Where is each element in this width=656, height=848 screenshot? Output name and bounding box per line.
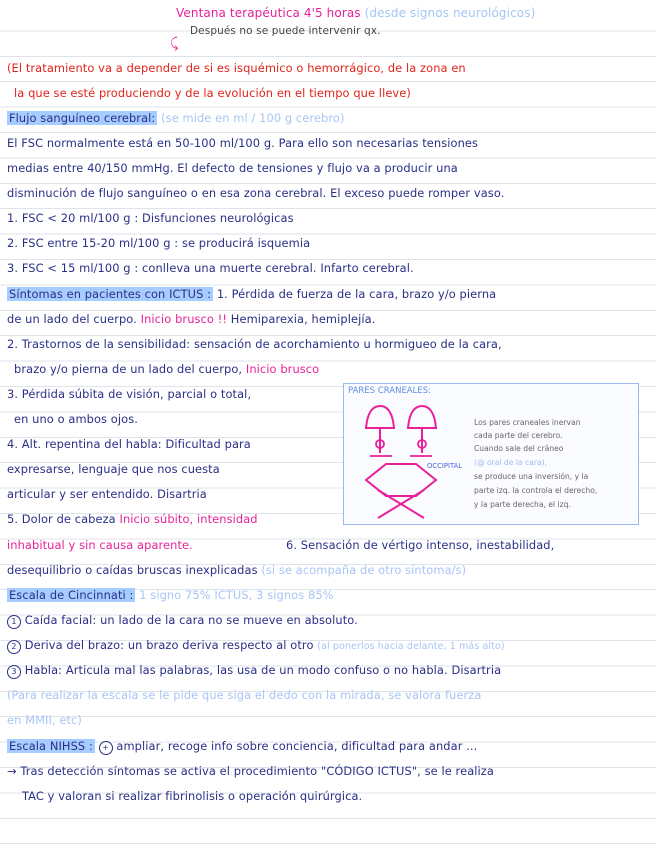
cincinnati-note-1: (Para realizar la escala se le pide que siga el dedo con la mirada, se valora fuerza [7,688,482,702]
diagram-title: PARES CRANEALES: [348,386,431,396]
sintomas-line-12: desequilibrio o caídas bruscas inexplicadas (si se acompaña de otro síntoma/s) [7,563,467,577]
curved-arrow-icon: ⤹ [170,36,179,52]
flujo-p1: El FSC normalmente está en 50-100 ml/100 g. Para ello son necesarias tensiones [7,136,479,150]
sintomas-line-9: articular y ser entendido. Disartria [7,487,207,501]
occipital-label: OCCIPITAL [427,462,463,470]
diagram-line-3: Cuando sale del cráneo [474,444,564,453]
circled-3-icon: 3 [7,665,21,679]
sintomas-heading: Síntomas en pacientes con ICTUS : [9,287,212,301]
flujo-note: (se mide en ml / 100 g cerebro) [161,111,345,125]
cincinnati-note-2: en MMII, etc) [7,713,82,727]
intro-line-1: (El tratamiento va a depender de si es isquémico o hemorrágico, de la zona en [7,61,466,75]
cincinnati-heading: Escala de Cincinnati : [9,588,134,602]
circled-2-icon: 2 [7,640,21,654]
cincinnati-heading-line: Escala de Cincinnati : 1 signo 75% ICTUS, 3 signos 85% [9,588,334,602]
diagram-line-2: cada parte del cerebro. [474,431,563,440]
sintomas-line-2: de un lado del cuerpo. Inicio brusco !! Hemiparexia, hemiplejía. [7,312,376,326]
title-note: (desde signos neurológicos) [364,6,536,20]
cranial-nerves-diagram [343,383,639,525]
sintomas-line-5: 3. Pérdida súbita de visión, parcial o total, [7,387,252,401]
sintomas-line-10: 5. Dolor de cabeza Inicio súbito, intensidad [7,512,258,526]
flujo-p2: medias entre 40/150 mmHg. El defecto de tensiones y flujo va a producir una [7,161,458,175]
sintomas-line-3: 2. Trastornos de la sensibilidad: sensación de acorchamiento u hormigueo de la cara, [7,337,502,351]
diagram-line-5: se produce una inversión, y la [474,472,589,481]
sintomas-line-11: inhabitual y sin causa aparente. [7,538,193,552]
flujo-heading: Flujo sanguíneo cerebral: (se mide en ml / 100 g cerebro) [9,111,345,125]
diagram-line-4: (@ oral de la cara), [474,458,547,467]
sintomas-line-6: en uno o ambos ojos. [14,412,138,426]
footer-line-2: TAC y valoran si realizar fibrinolisis o operación quirúrgica. [22,789,363,803]
sintomas-line-11b: 6. Sensación de vértigo intenso, inestabilidad, [286,538,555,552]
sintomas-line-7: 4. Alt. repentina del habla: Dificultad para [7,437,251,451]
flujo-item-2: 2. FSC entre 15-20 ml/100 g : se producirá isquemia [7,236,311,250]
sintomas-line-1: Síntomas en pacientes con ICTUS : 1. Pérdida de fuerza de la cara, brazo y/o pierna [9,287,497,301]
flujo-item-3: 3. FSC < 15 ml/100 g : conlleva una muerte cerebral. Infarto cerebral. [7,261,414,275]
diagram-line-7: y la parte derecha, el izq. [474,500,571,509]
sintomas-line-8: expresarse, lenguaje que nos cuesta [7,462,220,476]
footer-line-1: → Tras detección síntomas se activa el procedimiento "CÓDIGO ICTUS", se le realiza [7,764,494,778]
flujo-p3: disminución de flujo sanguíneo o en esa zona cerebral. El exceso puede romper vaso. [7,186,505,200]
diagram-line-1: Los pares craneales inervan [474,418,581,427]
brain-crossing-icon [356,398,446,523]
nihss-line: Escala NIHSS : + ampliar, recoge info sobre conciencia, dificultad para andar ... [9,739,478,753]
flujo-item-1: 1. FSC < 20 ml/100 g : Disfunciones neurológicas [7,211,294,225]
cincinnati-item-3: 3 Habla: Articula mal las palabras, las usa de un modo confuso o no habla. Disartria [7,663,501,679]
cincinnati-item-1: 1 Caída facial: un lado de la cara no se mueve en absoluto. [7,613,358,629]
circled-1-icon: 1 [7,615,21,629]
diagram-line-6: parte izq. la controla el derecho, [474,486,598,495]
circled-plus-icon: + [99,741,113,755]
page-title: Ventana terapéutica 4'5 horas (desde signos neurológicos) [176,6,536,20]
cincinnati-item-2: 2 Deriva del brazo: un brazo deriva respecto al otro (al ponerlos hacia delante, 1 más alto) [7,638,505,654]
sintomas-line-4: brazo y/o pierna de un lado del cuerpo, Inicio brusco [14,362,320,376]
intro-line-2: la que se esté produciendo y de la evolución en el tiempo que lleve) [14,86,411,100]
subnote: Después no se puede intervenir qx. [190,25,381,37]
nihss-heading: Escala NIHSS : [9,739,93,753]
